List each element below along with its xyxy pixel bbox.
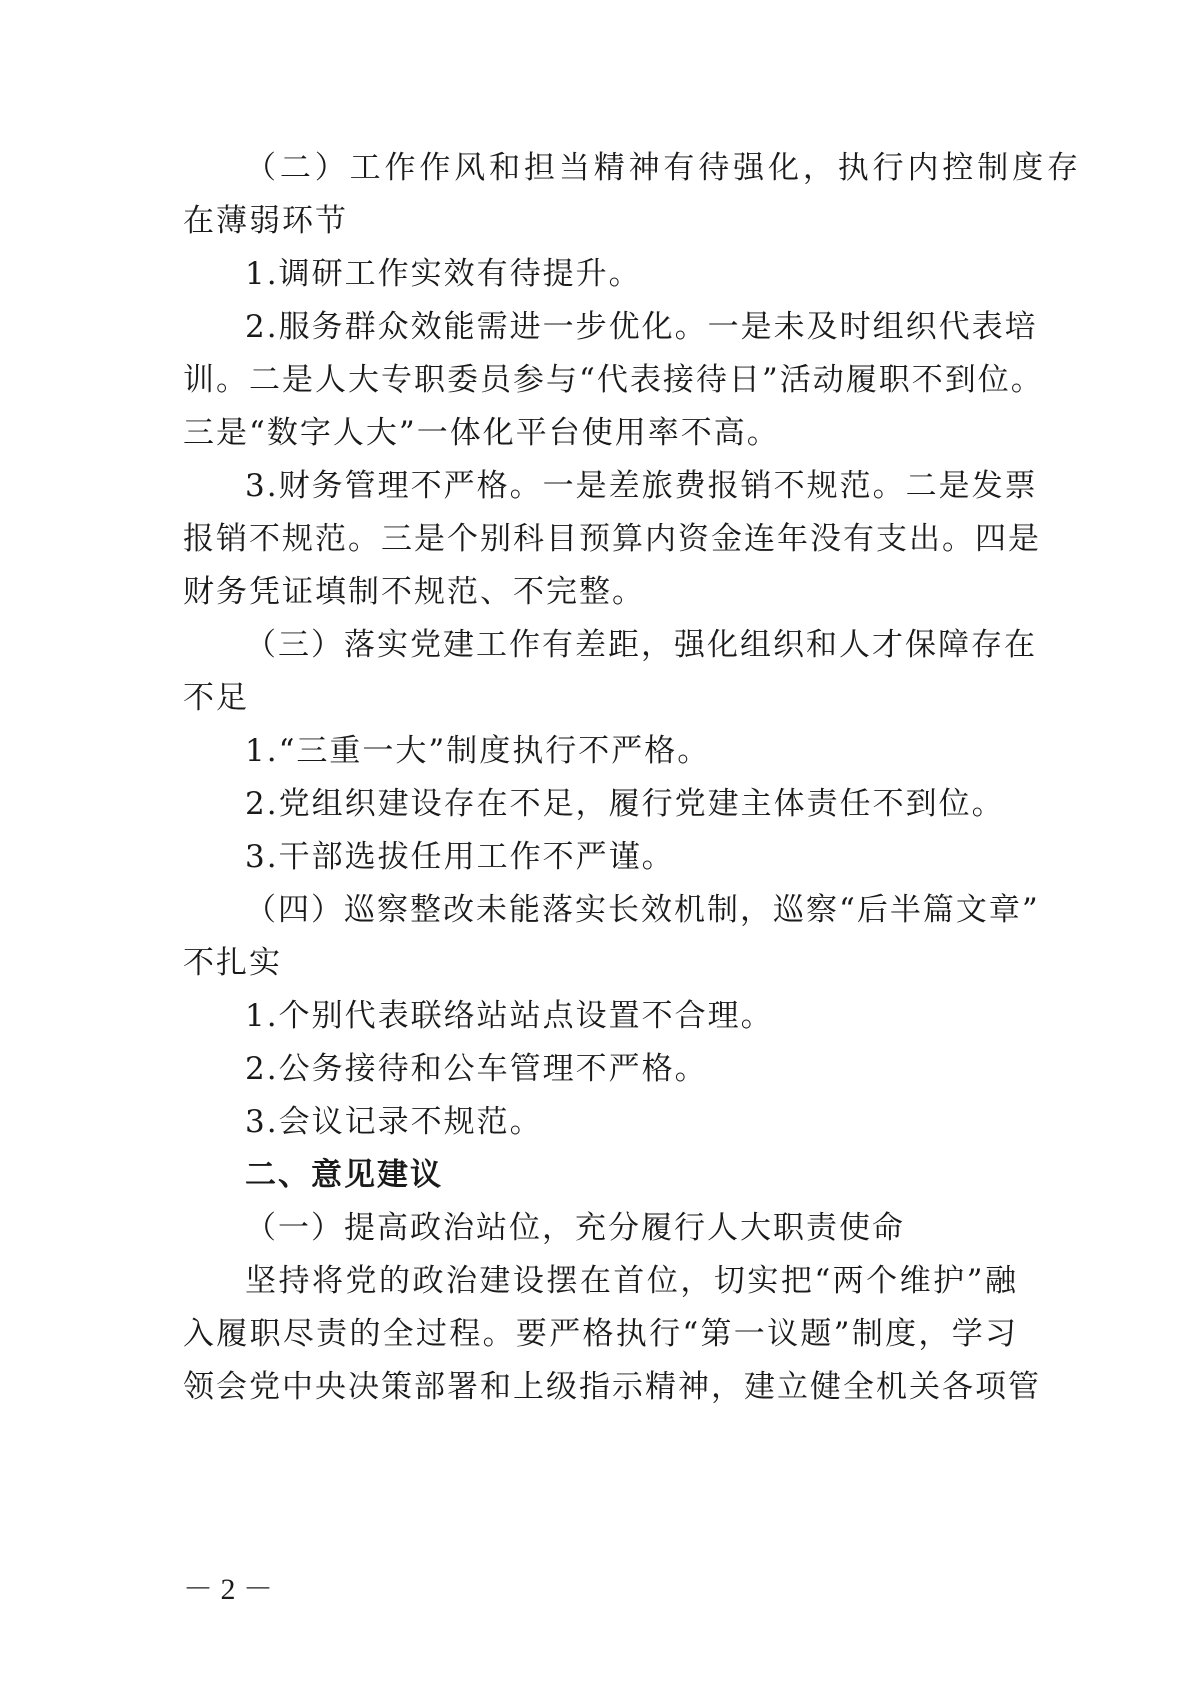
heading-line: 不足 [183, 680, 249, 716]
page-number: － 2 － [183, 1573, 273, 1606]
section-heading: 二、意见建议 [245, 1157, 443, 1193]
body-line: 1.调研工作实效有待提升。 [245, 256, 642, 292]
body-line: 坚持将党的政治建设摆在首位，切实把“两个维护”融 [245, 1263, 1018, 1299]
body-line: 3.财务管理不严格。一是差旅费报销不规范。二是发票 [245, 468, 1038, 504]
body-line: 三是“数字人大”一体化平台使用率不高。 [183, 415, 780, 451]
heading-line: （一）提高政治站位，充分履行人大职责使命 [245, 1210, 905, 1246]
body-line: 2.服务群众效能需进一步优化。一是未及时组织代表培 [245, 309, 1038, 345]
heading-line: 不扎实 [183, 945, 282, 981]
body-line: 3.会议记录不规范。 [245, 1104, 543, 1140]
body-line: 3.干部选拔任用工作不严谨。 [245, 839, 675, 875]
body-line: 财务凭证填制不规范、不完整。 [183, 574, 645, 610]
heading-line: （三）落实党建工作有差距，强化组织和人才保障存在 [245, 627, 1037, 663]
heading-line: 在薄弱环节 [183, 203, 348, 239]
body-line: 报销不规范。三是个别科目预算内资金连年没有支出。四是 [183, 521, 1041, 557]
heading-line: （二）工作作风和担当精神有待强化，执行内控制度存 [245, 150, 1080, 186]
body-line: 1.个别代表联络站站点设置不合理。 [245, 998, 774, 1034]
body-line: 入履职尽责的全过程。要严格执行“第一议题”制度，学习 [183, 1316, 1018, 1352]
body-line: 2.公务接待和公车管理不严格。 [245, 1051, 708, 1087]
heading-line: （四）巡察整改未能落实长效机制，巡察“后半篇文章” [245, 892, 1040, 928]
body-line: 领会党中央决策部署和上级指示精神，建立健全机关各项管 [183, 1369, 1041, 1405]
body-line: 2.党组织建设存在不足，履行党建主体责任不到位。 [245, 786, 1005, 822]
body-line: 训。二是人大专职委员参与“代表接待日”活动履职不到位。 [183, 362, 1044, 398]
body-line: 1.“三重一大”制度执行不严格。 [245, 733, 711, 769]
